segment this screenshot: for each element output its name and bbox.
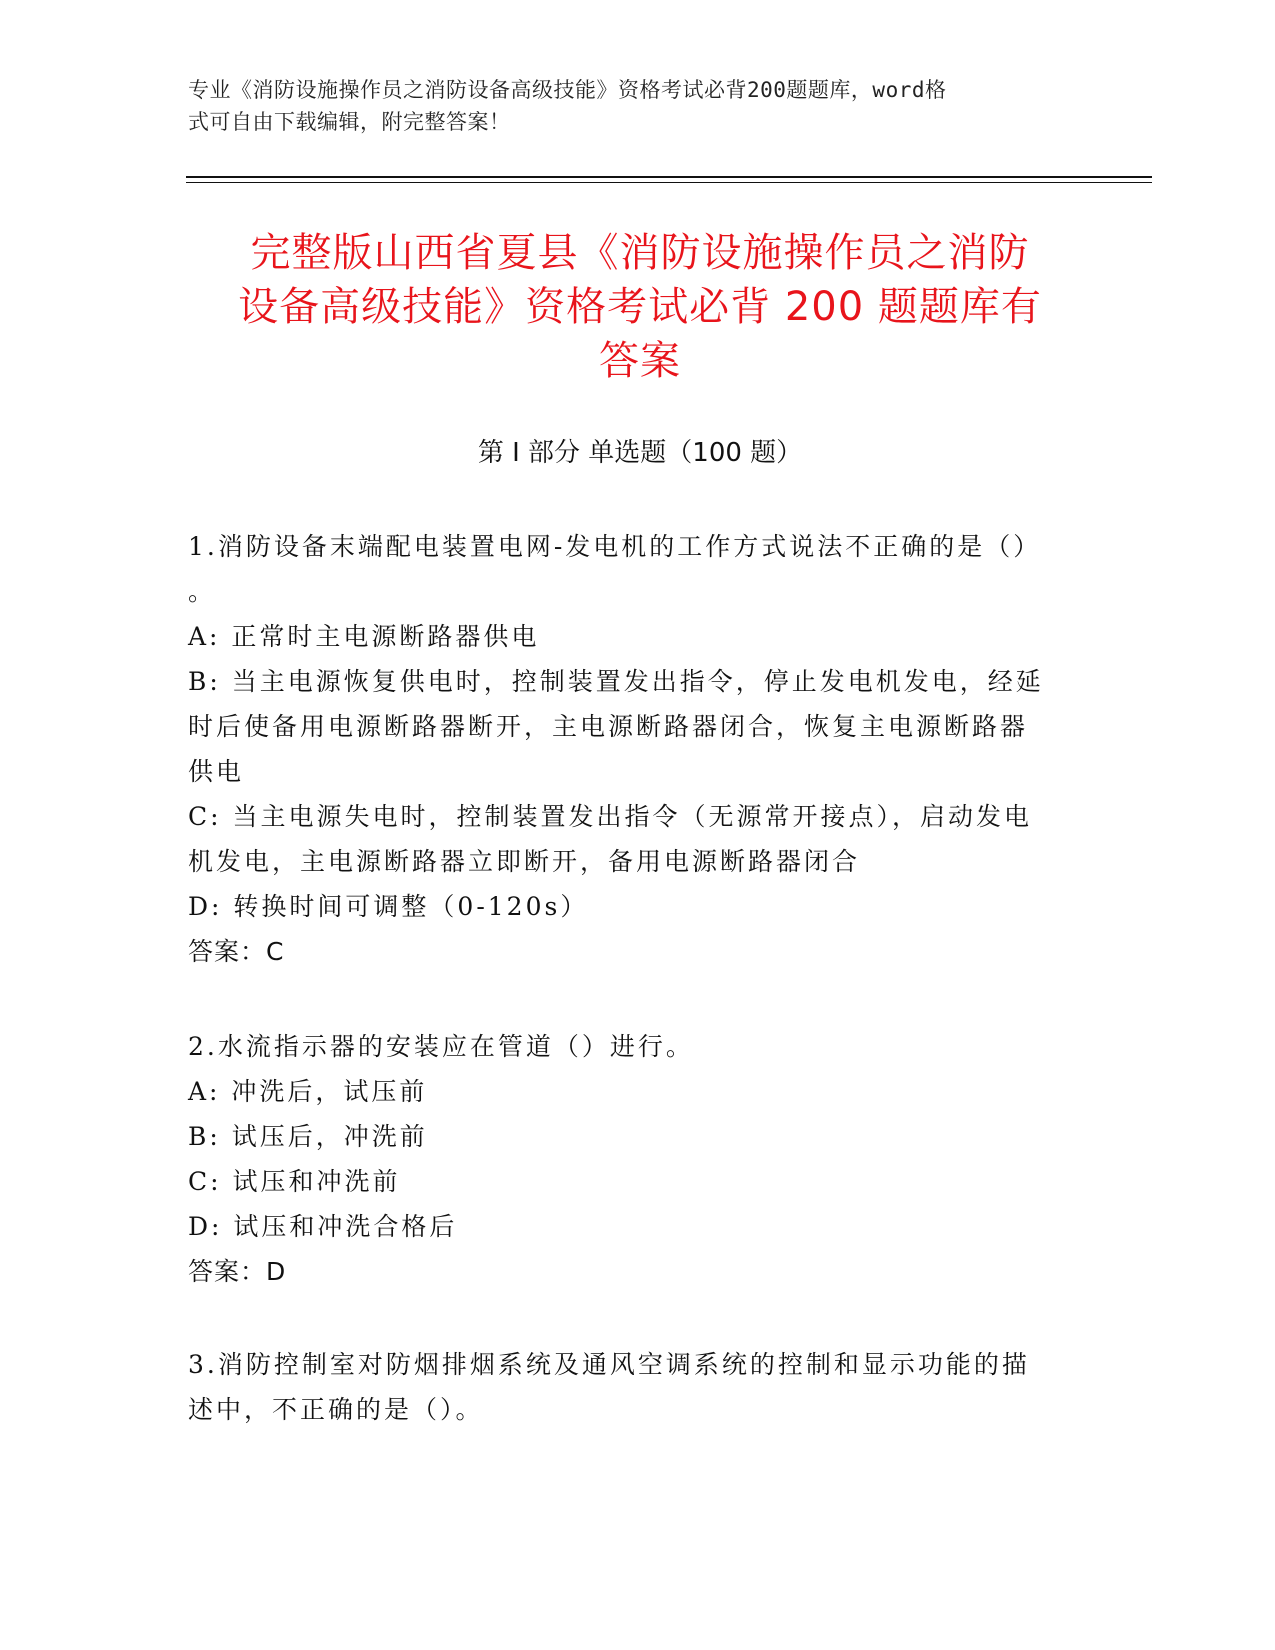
option-a: A: 冲洗后，试压前 xyxy=(188,1077,428,1106)
header-note xyxy=(188,74,1068,138)
answer: 答案：D xyxy=(188,1257,287,1286)
question-stem-line: 1.消防设备末端配电装置电网-发电机的工作方式说法不正确的是（） xyxy=(188,532,1042,561)
option-b: B: 试压后，冲洗前 xyxy=(188,1122,428,1151)
option-d: D: 转换时间可调整（0-120s） xyxy=(188,892,589,921)
question-stem-line: 。 xyxy=(188,577,217,606)
title-line: 设备高级技能》资格考试必背 200 题题库有 xyxy=(238,284,1042,330)
header-divider-thick xyxy=(186,176,1152,178)
title-line: 完整版山西省夏县《消防设施操作员之消防 xyxy=(250,230,1030,276)
answer: 答案：C xyxy=(188,937,285,966)
option-b-continued: 时后使备用电源断路器断开，主电源断路器闭合，恢复主电源断路器 xyxy=(188,712,1029,741)
header-note-line: 式可自由下载编辑，附完整答案！ xyxy=(188,110,511,134)
option-b-continued: 供电 xyxy=(188,757,245,786)
question-1 xyxy=(188,524,1068,974)
title-line: 答案 xyxy=(599,338,681,384)
document-title xyxy=(190,226,1090,388)
question-3 xyxy=(188,1342,1068,1432)
question-2 xyxy=(188,1024,1068,1294)
option-c-continued: 机发电，主电源断路器立即断开，备用电源断路器闭合 xyxy=(188,847,861,876)
option-a: A: 正常时主电源断路器供电 xyxy=(188,622,540,651)
header-divider-thin xyxy=(186,182,1152,183)
section-title: 第 I 部分 单选题（100 题） xyxy=(477,438,803,468)
question-stem-line: 述中，不正确的是（）。 xyxy=(188,1395,484,1424)
question-stem-line: 2.水流指示器的安装应在管道（）进行。 xyxy=(188,1032,694,1061)
option-d: D: 试压和冲洗合格后 xyxy=(188,1212,458,1241)
header-note-line: 专业《消防设施操作员之消防设备高级技能》资格考试必背200题题库，word格 xyxy=(188,78,947,102)
option-c: C: 当主电源失电时，控制装置发出指令（无源常开接点），启动发电 xyxy=(188,802,1033,831)
question-stem-line: 3.消防控制室对防烟排烟系统及通风空调系统的控制和显示功能的描 xyxy=(188,1350,1030,1379)
option-c: C: 试压和冲洗前 xyxy=(188,1167,401,1196)
option-b: B: 当主电源恢复供电时，控制装置发出指令，停止发电机发电，经延 xyxy=(188,667,1044,696)
